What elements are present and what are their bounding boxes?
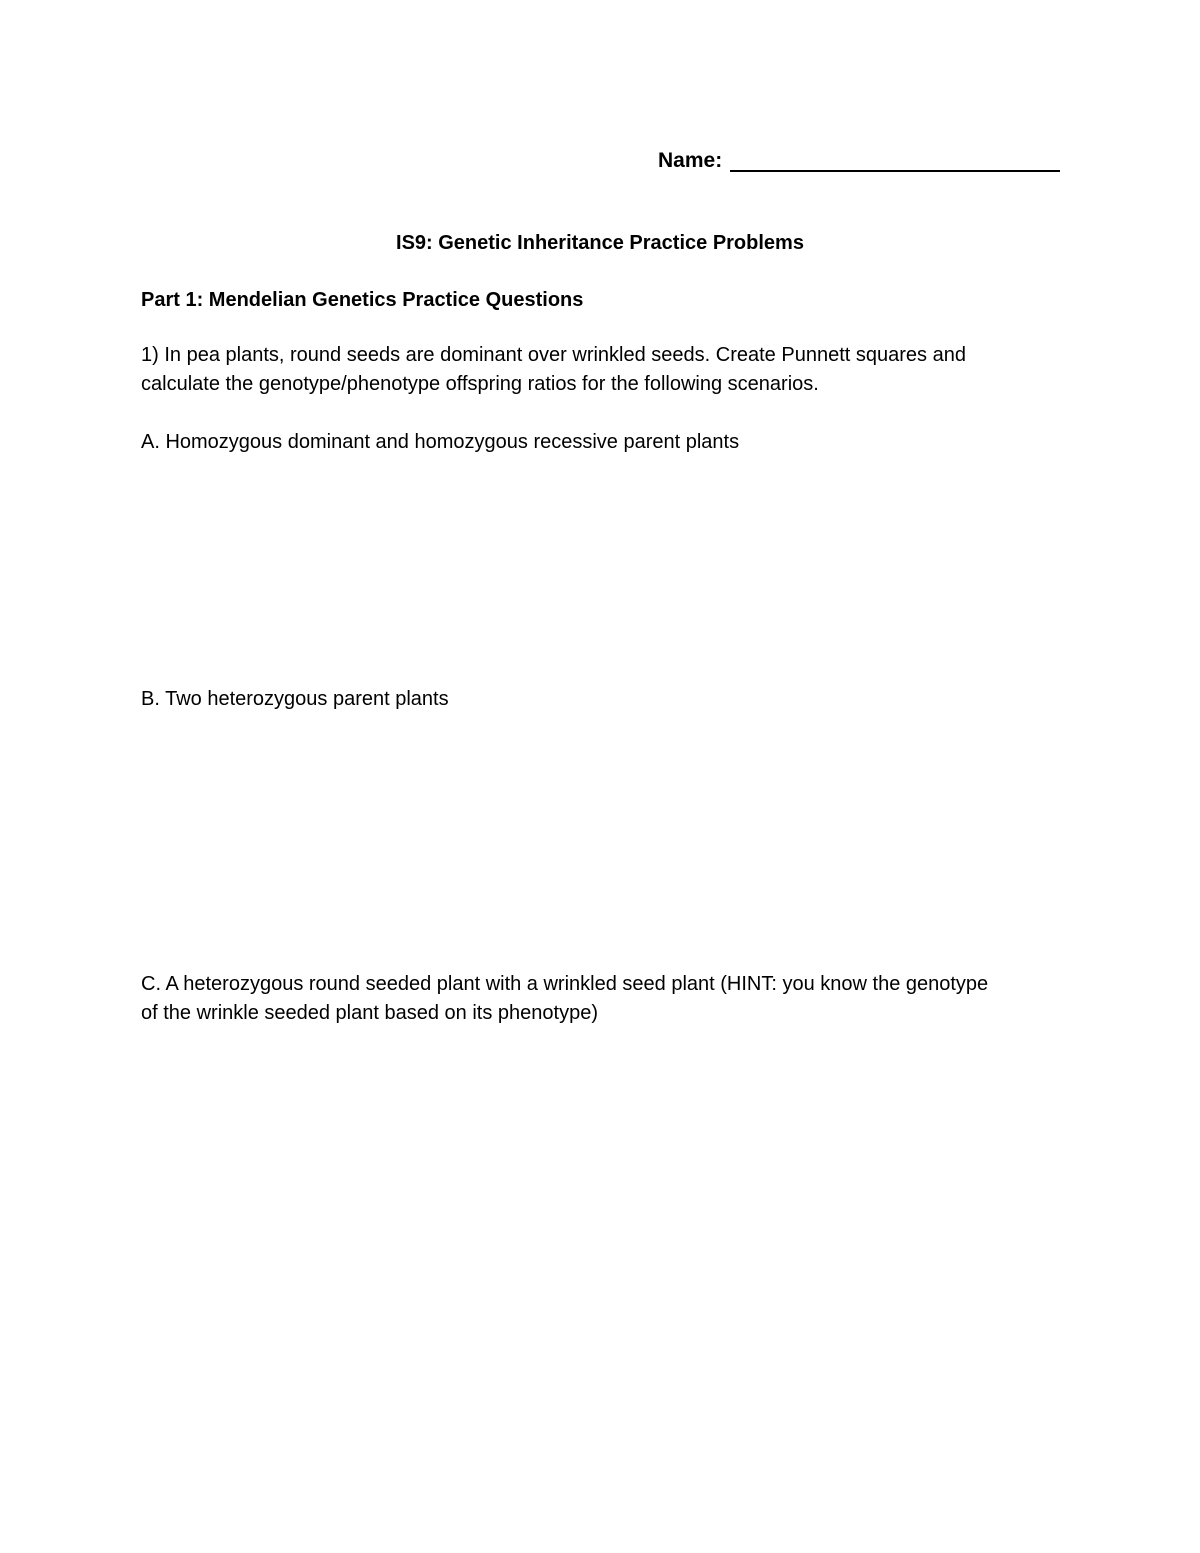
answer-space-a[interactable] [141,460,1059,675]
name-field[interactable] [658,143,1060,175]
answer-space-c[interactable] [141,1030,1059,1470]
question-1-line-1: 1) In pea plants, round seeds are dominant over wrinkled seeds. Create Punnett squares and [141,344,966,366]
name-blank-line[interactable] [730,148,1060,172]
question-1-line-2: calculate the genotype/phenotype offspring ratios for the following scenarios. [141,373,819,395]
document-title: IS9: Genetic Inheritance Practice Problems [396,232,804,254]
question-1c [141,970,1071,1028]
question-1b [141,685,1071,714]
question-1b-text: B. Two heterozygous parent plants [141,688,449,710]
answer-space-b[interactable] [141,717,1059,957]
name-label: Name: [658,149,723,172]
question-1c-line-1: C. A heterozygous round seeded plant with a wrinkled seed plant (HINT: you know the genotype [141,973,989,995]
question-1c-line-2: of the wrinkle seeded plant based on its phenotype) [141,1002,598,1024]
part1-heading: Part 1: Mendelian Genetics Practice Questions [141,289,584,311]
question-1a-text: A. Homozygous dominant and homozygous recessive parent plants [141,431,740,453]
question-1a [141,428,1071,457]
question-1 [141,341,1071,399]
